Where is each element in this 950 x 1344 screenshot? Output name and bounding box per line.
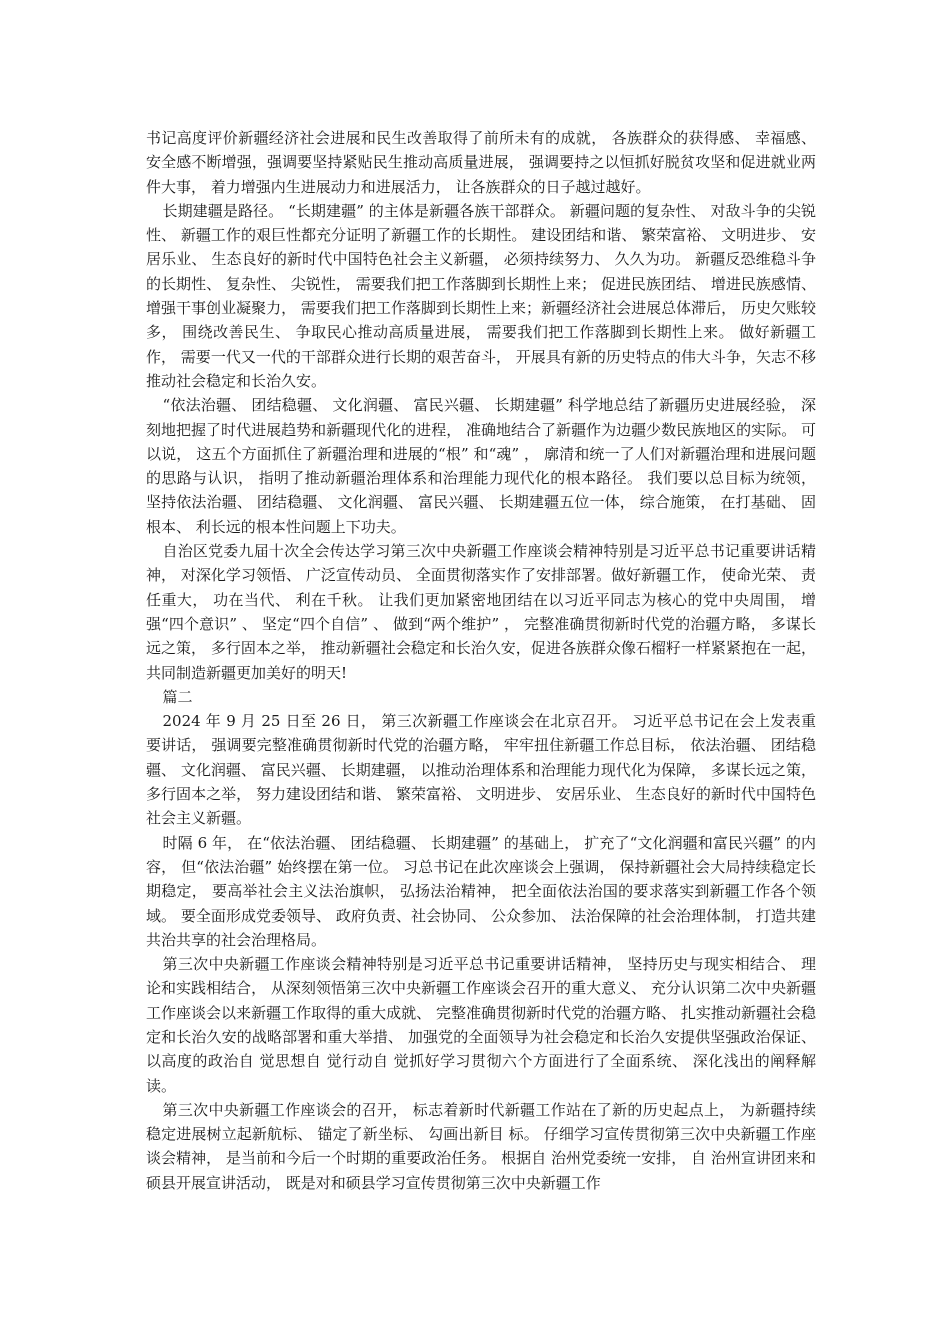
paragraph-6: 时隔 6 年， 在“依法治疆、 团结稳疆、 长期建疆” 的基础上， 扩充了“文化润疆和富民兴疆” 的内容， 但“依法治疆” 始终摆在第一位。 习总书记在此次座谈会上强调， 保持新疆社会大局持续稳定长期稳定， 要高举社会主义法治旗帜， 弘扬法治精神， 把全面依法治国的要求落实到新疆工作各个领域。 要全面形成党委领导、 政府负责、社会协同、 公众参加、 法治保障的社会治理体制， 打造共建共治共享的社会治理格局。 — [146, 833, 816, 949]
document-body — [146, 126, 816, 1195]
paragraph-7: 第三次中央新疆工作座谈会精神特别是习近平总书记重要讲话精神， 坚持历史与现实相结合、 理论和实践相结合， 从深刻领悟第三次中央新疆工作座谈会召开的重大意义、 充分认识第二次中央新疆工作座谈会以来新疆工作取得的重大成就、 完整准确贯彻新时代党的治疆方略、 扎实推动新疆社会稳定和长治久安的战略部署和重大举措、 加强党的全面领导为社会稳定和长治久安提供坚强政治保证、 以高度的政治自 觉思想自 觉行动自 觉抓好学习贯彻六个方面进行了全面系统、 深化浅出的阐释解读。 — [146, 955, 816, 1095]
paragraph-4: 自治区党委九届十次全会传达学习第三次中央新疆工作座谈会精神特别是习近平总书记重要讲话精神， 对深化学习领悟、 广泛宣传动员、 全面贯彻落实作了安排部署。做好新疆工作， 使命光荣、 责任重大， 功在当代、 利在千秋。 让我们更加紧密地团结在以习近平同志为核心的党中央周围， 增强“四个意识” 、 坚定“四个自信” 、 做到“两个维护” ， 完整准确贯彻新时代党的治疆方略， 多谋长远之策， 多行固本之举， 推动新疆社会稳定和长治久安，促进各族群众像石榴籽一样紧紧抱在一起， 共同制造新疆更加美好的明天! — [146, 542, 816, 682]
paragraph-2: 长期建疆是路径。 “长期建疆” 的主体是新疆各族干部群众。 新疆问题的复杂性、 对敌斗争的尖锐性、 新疆工作的艰巨性都充分证明了新疆工作的长期性。 建设团结和谐、 繁荣富裕、 文明进步、 安居乐业、 生态良好的新时代中国特色社会主义新疆， 必须持续努力、 久久为功。 新疆反恐维稳斗争的长期性、 复杂性、 尖锐性， 需要我们把工作落脚到长期性上来； 促进民族团结、 增进民族感情、 增强干事创业凝聚力， 需要我们把工作落脚到长期性上来；新疆经济社会进展总体滞后， 历史欠账较多， 围绕改善民生、 争取民心推动高质量进展， 需要我们把工作落脚到长期性上来。 做好新疆工作， 需要一代又一代的干部群众进行长期的艰苦奋斗， 开展具有新的历史特点的伟大斗争，矢志不移推动社会稳定和长治久安。 — [146, 201, 816, 390]
paragraph-5: 2024 年 9 月 25 日至 26 日， 第三次新疆工作座谈会在北京召开。 习近平总书记在会上发表重要讲话， 强调要完整准确贯彻新时代党的治疆方略， 牢牢扭住新疆工作总目标， 依法治疆、 团结稳疆、 文化润疆、 富民兴疆、 长期建疆， 以推动治理体系和治理能力现代化为保障， 多谋长远之策， 多行固本之举， 努力建设团结和谐、 繁荣富裕、 文明进步、 安居乐业、 生态良好的新时代中国特色社会主义新疆。 — [146, 712, 816, 828]
paragraph-8: 第三次中央新疆工作座谈会的召开， 标志着新时代新疆工作站在了新的历史起点上， 为新疆持续稳定进展树立起新航标、 锚定了新坐标、 勾画出新目 标。 仔细学习宣传贯彻第三次中央新疆工作座谈会精神， 是当前和今后一个时期的重要政治任务。 根据自 治州党委统一安排， 自 治州宣讲团来和硕县开展宣讲活动， 既是对和硕县学习宣传贯彻第三次中央新疆工作 — [146, 1100, 816, 1192]
paragraph-3: “依法治疆、 团结稳疆、 文化润疆、 富民兴疆、 长期建疆” 科学地总结了新疆历史进展经验， 深刻地把握了时代进展趋势和新疆现代化的进程， 准确地结合了新疆作为边疆少数民族地区的实际。 可以说， 这五个方面抓住了新疆治理和进展的“根” 和“魂” ， 廓清和统一了人们对新疆治理和进展问题的思路与认识， 指明了推动新疆治理体系和治理能力现代化的根本路径。 我们要以总目标为统领， 坚持依法治疆、 团结稳疆、 文化润疆、 富民兴疆、 长期建疆五位一体， 综合施策， 在打基础、 固根本、 利长远的根本性问题上下功夫。 — [146, 396, 816, 536]
section-heading: 篇二 — [162, 687, 193, 706]
paragraph-1: 书记高度评价新疆经济社会进展和民生改善取得了前所未有的成就， 各族群众的获得感、 幸福感、 安全感不断增强，强调要坚持紧贴民生推动高质量进展， 强调要持之以恒抓好脱贫攻坚和促进就业两件大事， 着力增强内生进展动力和进展活力， 让各族群众的日子越过越好。 — [146, 129, 816, 196]
